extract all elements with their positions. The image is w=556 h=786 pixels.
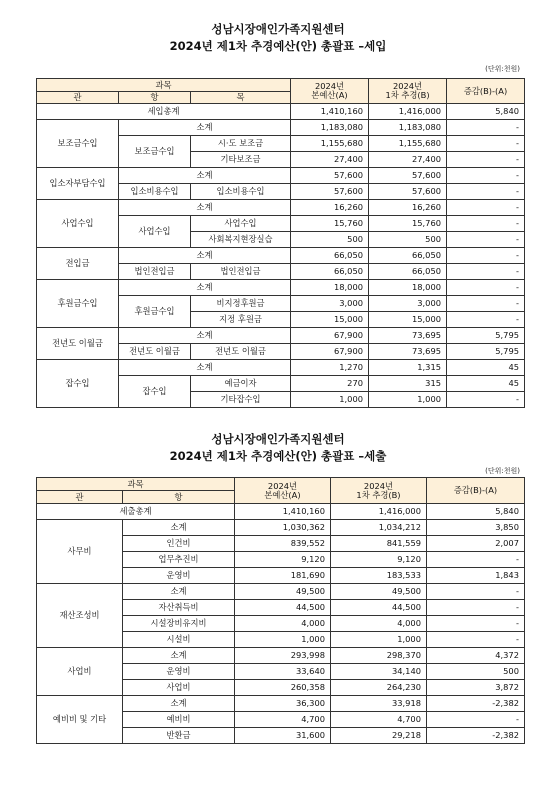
revenue-hang-cell: 사업수입	[119, 216, 191, 248]
revenue-header-revision: 2024년 1차 추경(B)	[369, 79, 447, 104]
expense-hang-cell: 시설비	[123, 632, 235, 648]
expense-original-cell: 4,000	[235, 616, 331, 632]
expense-revision-cell: 298,370	[331, 648, 427, 664]
revenue-mok-cell: 소계	[119, 328, 291, 344]
revenue-diff-cell: -	[447, 184, 525, 200]
table-row	[37, 520, 525, 536]
expense-header-diff: 증감(B)-(A)	[427, 478, 525, 504]
revenue-original-cell: 57,600	[291, 168, 369, 184]
table-row	[37, 696, 525, 712]
revenue-revision-cell: 66,050	[369, 248, 447, 264]
revenue-revision-cell: 66,050	[369, 264, 447, 280]
revenue-diff-cell: -	[447, 392, 525, 408]
expense-hang-cell: 운영비	[123, 664, 235, 680]
revenue-diff-cell: 45	[447, 360, 525, 376]
expense-header-gwan: 관	[37, 491, 123, 504]
revenue-mok-cell: 소계	[119, 280, 291, 296]
table-row	[37, 360, 525, 376]
expense-revision-cell: 29,218	[331, 728, 427, 744]
revenue-revision-cell: 27,400	[369, 152, 447, 168]
expense-original-cell: 181,690	[235, 568, 331, 584]
expense-revision-cell: 841,559	[331, 536, 427, 552]
revenue-original-cell: 67,900	[291, 328, 369, 344]
expense-revision-cell: 4,000	[331, 616, 427, 632]
expense-diff-cell: 500	[427, 664, 525, 680]
revenue-total-diff: 5,840	[447, 104, 525, 120]
expense-header-revision: 2024년 1차 추경(B)	[331, 478, 427, 504]
revenue-table	[36, 78, 525, 408]
revenue-diff-cell: -	[447, 312, 525, 328]
revenue-diff-cell: -	[447, 168, 525, 184]
table-row	[37, 248, 525, 264]
expense-hang-cell: 소계	[123, 648, 235, 664]
expense-original-cell: 36,300	[235, 696, 331, 712]
expense-revision-cell: 34,140	[331, 664, 427, 680]
expense-diff-cell: 1,843	[427, 568, 525, 584]
table-row	[37, 648, 525, 664]
revenue-original-cell: 67,900	[291, 344, 369, 360]
expense-hang-cell: 자산취득비	[123, 600, 235, 616]
expense-total-revision: 1,416,000	[331, 504, 427, 520]
revenue-revision-cell: 1,183,080	[369, 120, 447, 136]
revenue-mok-cell: 지정 후원금	[191, 312, 291, 328]
revenue-gwan-cell: 보조금수입	[37, 120, 119, 168]
revenue-mok-cell: 기타잡수입	[191, 392, 291, 408]
revenue-gwan-cell: 전년도 이월금	[37, 328, 119, 360]
expense-diff-cell: -2,382	[427, 728, 525, 744]
expense-hang-cell: 업무추진비	[123, 552, 235, 568]
revenue-mok-cell: 입소비용수입	[191, 184, 291, 200]
revenue-mok-cell: 비지정후원금	[191, 296, 291, 312]
table-row	[37, 200, 525, 216]
revenue-mok-cell: 소계	[119, 248, 291, 264]
expense-header-group: 과목	[37, 478, 235, 491]
revenue-total-revision: 1,416,000	[369, 104, 447, 120]
expense-gwan-cell: 예비비 및 기타	[37, 696, 123, 744]
expense-gwan-cell: 사무비	[37, 520, 123, 584]
expense-hang-cell: 소계	[123, 696, 235, 712]
expense-total-label: 세출총계	[37, 504, 235, 520]
revenue-revision-cell: 18,000	[369, 280, 447, 296]
table-row	[37, 584, 525, 600]
revenue-mok-cell: 법인전입금	[191, 264, 291, 280]
revenue-header-gwan: 관	[37, 92, 119, 104]
expense-original-cell: 4,700	[235, 712, 331, 728]
expense-title-org: 성남시장애인가족지원센터	[211, 432, 345, 446]
expense-gwan-cell: 사업비	[37, 648, 123, 696]
table-row	[37, 168, 525, 184]
revenue-header-mok: 목	[191, 92, 291, 104]
expense-original-cell: 1,030,362	[235, 520, 331, 536]
revenue-original-cell: 3,000	[291, 296, 369, 312]
revenue-revision-cell: 15,760	[369, 216, 447, 232]
revenue-diff-cell: -	[447, 136, 525, 152]
revenue-original-cell: 1,155,680	[291, 136, 369, 152]
expense-revision-cell: 33,918	[331, 696, 427, 712]
expense-hang-cell: 예비비	[123, 712, 235, 728]
revenue-header-diff: 증감(B)-(A)	[447, 79, 525, 104]
revenue-revision-cell: 73,695	[369, 344, 447, 360]
revenue-revision-cell: 315	[369, 376, 447, 392]
expense-original-cell: 9,120	[235, 552, 331, 568]
expense-hang-cell: 사업비	[123, 680, 235, 696]
revenue-mok-cell: 소계	[119, 168, 291, 184]
revenue-hang-cell: 입소비용수입	[119, 184, 191, 200]
expense-diff-cell: -	[427, 712, 525, 728]
table-row	[37, 328, 525, 344]
expense-original-cell: 33,640	[235, 664, 331, 680]
revenue-revision-cell: 1,000	[369, 392, 447, 408]
revenue-total-original: 1,410,160	[291, 104, 369, 120]
expense-diff-cell: -2,382	[427, 696, 525, 712]
expense-revision-cell: 1,000	[331, 632, 427, 648]
expense-original-cell: 44,500	[235, 600, 331, 616]
expense-total-diff: 5,840	[427, 504, 525, 520]
revenue-revision-cell: 500	[369, 232, 447, 248]
revenue-total-label: 세입총계	[37, 104, 291, 120]
table-row	[37, 280, 525, 296]
revenue-diff-cell: -	[447, 216, 525, 232]
revenue-original-cell: 1,183,080	[291, 120, 369, 136]
revenue-diff-cell: -	[447, 248, 525, 264]
revenue-original-cell: 15,000	[291, 312, 369, 328]
expense-revision-cell: 9,120	[331, 552, 427, 568]
expense-revision-cell: 264,230	[331, 680, 427, 696]
revenue-mok-cell: 사업수입	[191, 216, 291, 232]
revenue-hang-cell: 보조금수입	[119, 136, 191, 168]
expense-diff-cell: -	[427, 632, 525, 648]
expense-diff-cell: -	[427, 616, 525, 632]
revenue-diff-cell: 5,795	[447, 328, 525, 344]
revenue-gwan-cell: 전입금	[37, 248, 119, 280]
expense-gwan-cell: 재산조성비	[37, 584, 123, 648]
revenue-original-cell: 500	[291, 232, 369, 248]
revenue-mok-cell: 기타보조금	[191, 152, 291, 168]
expense-diff-cell: 2,007	[427, 536, 525, 552]
revenue-diff-cell: 45	[447, 376, 525, 392]
revenue-title-org: 성남시장애인가족지원센터	[211, 22, 345, 36]
revenue-mok-cell: 소계	[119, 120, 291, 136]
revenue-original-cell: 16,260	[291, 200, 369, 216]
revenue-hang-cell: 후원금수입	[119, 296, 191, 328]
revenue-diff-cell: -	[447, 232, 525, 248]
revenue-revision-cell: 1,155,680	[369, 136, 447, 152]
revenue-diff-cell: 5,795	[447, 344, 525, 360]
revenue-title-main: 2024년 제1차 추경예산(안) 총괄표 –세입	[169, 39, 387, 53]
revenue-original-cell: 270	[291, 376, 369, 392]
expense-hang-cell: 인건비	[123, 536, 235, 552]
expense-original-cell: 293,998	[235, 648, 331, 664]
revenue-revision-cell: 15,000	[369, 312, 447, 328]
expense-hang-cell: 소계	[123, 584, 235, 600]
revenue-diff-cell: -	[447, 120, 525, 136]
revenue-gwan-cell: 사업수입	[37, 200, 119, 248]
revenue-original-cell: 57,600	[291, 184, 369, 200]
expense-original-cell: 1,000	[235, 632, 331, 648]
expense-original-cell: 260,358	[235, 680, 331, 696]
expense-revision-cell: 49,500	[331, 584, 427, 600]
revenue-gwan-cell: 입소자부담수입	[37, 168, 119, 200]
revenue-gwan-cell: 잡수입	[37, 360, 119, 408]
expense-revision-cell: 4,700	[331, 712, 427, 728]
revenue-original-cell: 66,050	[291, 264, 369, 280]
revenue-original-cell: 18,000	[291, 280, 369, 296]
revenue-diff-cell: -	[447, 200, 525, 216]
expense-header-hang: 항	[123, 491, 235, 504]
revenue-diff-cell: -	[447, 264, 525, 280]
expense-diff-cell: -	[427, 584, 525, 600]
revenue-gwan-cell: 후원금수입	[37, 280, 119, 328]
revenue-mok-cell: 사회복지현장실습	[191, 232, 291, 248]
revenue-mok-cell: 예금이자	[191, 376, 291, 392]
expense-total-original: 1,410,160	[235, 504, 331, 520]
revenue-header-hang: 항	[119, 92, 191, 104]
table-row	[37, 120, 525, 136]
revenue-revision-cell: 57,600	[369, 168, 447, 184]
expense-diff-cell: -	[427, 552, 525, 568]
expense-revision-cell: 183,533	[331, 568, 427, 584]
expense-original-cell: 49,500	[235, 584, 331, 600]
revenue-revision-cell: 3,000	[369, 296, 447, 312]
expense-hang-cell: 소계	[123, 520, 235, 536]
expense-hang-cell: 운영비	[123, 568, 235, 584]
revenue-hang-cell: 잡수입	[119, 376, 191, 408]
expense-original-cell: 31,600	[235, 728, 331, 744]
expense-hang-cell: 반환금	[123, 728, 235, 744]
revenue-revision-cell: 57,600	[369, 184, 447, 200]
expense-diff-cell: 3,850	[427, 520, 525, 536]
revenue-mok-cell: 전년도 이월금	[191, 344, 291, 360]
revenue-original-cell: 27,400	[291, 152, 369, 168]
expense-original-cell: 839,552	[235, 536, 331, 552]
expense-title-main: 2024년 제1차 추경예산(안) 총괄표 –세출	[169, 449, 387, 463]
revenue-hang-cell: 법인전입금	[119, 264, 191, 280]
revenue-hang-cell: 전년도 이월금	[119, 344, 191, 360]
expense-header-original: 2024년 본예산(A)	[235, 478, 331, 504]
revenue-original-cell: 1,270	[291, 360, 369, 376]
revenue-diff-cell: -	[447, 280, 525, 296]
revenue-header-original: 2024년 본예산(A)	[291, 79, 369, 104]
expense-diff-cell: 3,872	[427, 680, 525, 696]
revenue-header-group: 과목	[37, 79, 291, 92]
expense-table	[36, 477, 525, 744]
revenue-original-cell: 1,000	[291, 392, 369, 408]
revenue-revision-cell: 73,695	[369, 328, 447, 344]
revenue-revision-cell: 1,315	[369, 360, 447, 376]
expense-diff-cell: 4,372	[427, 648, 525, 664]
expense-revision-cell: 44,500	[331, 600, 427, 616]
revenue-mok-cell: 소계	[119, 200, 291, 216]
revenue-mok-cell: 소계	[119, 360, 291, 376]
expense-hang-cell: 시설장비유지비	[123, 616, 235, 632]
revenue-unit-note: (단위:천원)	[485, 65, 520, 73]
revenue-original-cell: 15,760	[291, 216, 369, 232]
expense-unit-note: (단위:천원)	[485, 467, 520, 475]
expense-revision-cell: 1,034,212	[331, 520, 427, 536]
expense-diff-cell: -	[427, 600, 525, 616]
revenue-original-cell: 66,050	[291, 248, 369, 264]
revenue-mok-cell: 시·도 보조금	[191, 136, 291, 152]
revenue-diff-cell: -	[447, 296, 525, 312]
revenue-diff-cell: -	[447, 152, 525, 168]
revenue-revision-cell: 16,260	[369, 200, 447, 216]
